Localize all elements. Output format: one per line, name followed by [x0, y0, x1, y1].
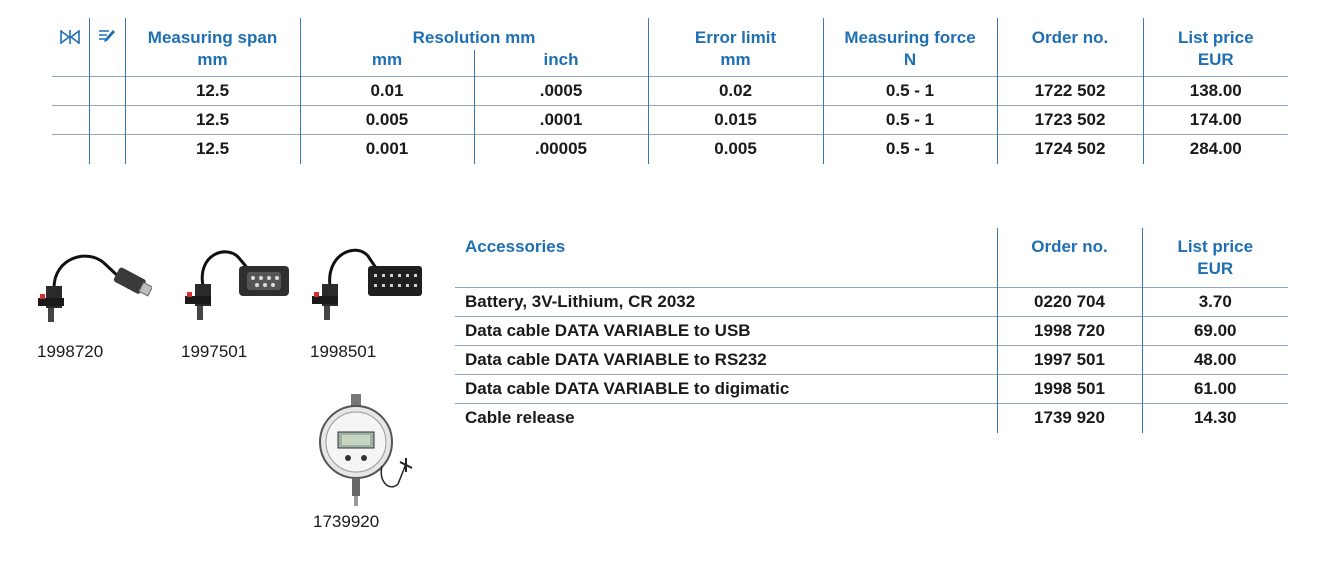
product-caption-1: 1998720 [37, 342, 104, 361]
pencil-grid-icon [89, 18, 125, 50]
acc-price: 61.00 [1142, 375, 1288, 404]
product-caption-3: 1998501 [310, 342, 377, 361]
table-row [52, 77, 1288, 106]
cell-price: 174.00 [1143, 106, 1288, 135]
table-row [455, 375, 1288, 404]
acc-desc: Data cable DATA VARIABLE to digimatic [465, 379, 790, 398]
table-row [455, 317, 1288, 346]
cell-span: 12.5 [125, 77, 300, 106]
header-error-limit: Error limit [648, 18, 823, 50]
acc-header-currency: EUR [1142, 259, 1288, 288]
digimatic-cable-image [304, 236, 429, 326]
acc-order: 0220 704 [997, 288, 1142, 317]
unit-error-limit: mm [648, 50, 823, 77]
dial-indicator-image [318, 392, 418, 510]
header-measuring-force: Measuring force [823, 18, 997, 50]
cell-force: 0.5 - 1 [823, 106, 997, 135]
cell-span: 12.5 [125, 106, 300, 135]
table-row [455, 404, 1288, 433]
cell-price: 138.00 [1143, 77, 1288, 106]
acc-price: 3.70 [1142, 288, 1288, 317]
acc-price: 48.00 [1142, 346, 1288, 375]
table-row [52, 106, 1288, 135]
accessories-table [455, 228, 1288, 433]
acc-desc: Data cable DATA VARIABLE to RS232 [465, 350, 767, 369]
cell-res-inch: .00005 [474, 135, 648, 164]
rs232-cable-image [175, 236, 295, 326]
table-row [455, 346, 1288, 375]
product-caption-4: 1739920 [313, 512, 380, 531]
acc-desc: Battery, 3V-Lithium, CR 2032 [465, 292, 696, 311]
cell-order: 1723 502 [997, 106, 1143, 135]
acc-price: 14.30 [1142, 404, 1288, 433]
unit-measuring-force: N [823, 50, 997, 77]
cell-res-inch: .0005 [474, 77, 648, 106]
acc-desc: Data cable DATA VARIABLE to USB [465, 321, 751, 340]
acc-order: 1998 501 [997, 375, 1142, 404]
acc-order: 1739 920 [997, 404, 1142, 433]
header-measuring-span: Measuring span [125, 18, 300, 50]
header-order-no: Order no. [997, 18, 1143, 50]
cell-order: 1722 502 [997, 77, 1143, 106]
cell-res-mm: 0.005 [300, 106, 474, 135]
cell-force: 0.5 - 1 [823, 135, 997, 164]
table-row [455, 288, 1288, 317]
unit-order-no [997, 50, 1143, 77]
product-caption-2: 1997501 [181, 342, 248, 361]
unit-res-inch: inch [474, 50, 648, 77]
acc-price: 69.00 [1142, 317, 1288, 346]
acc-header-list-price: List price [1142, 228, 1288, 259]
acc-order: 1998 720 [997, 317, 1142, 346]
spec-table [52, 18, 1288, 164]
cell-res-mm: 0.01 [300, 77, 474, 106]
acc-desc: Cable release [465, 408, 575, 428]
cell-order: 1724 502 [997, 135, 1143, 164]
unit-empty-1 [52, 50, 89, 77]
unit-measuring-span: mm [125, 50, 300, 77]
bowtie-icon [52, 18, 89, 50]
header-list-price: List price [1143, 18, 1288, 50]
cell-res-mm: 0.001 [300, 135, 474, 164]
accessories-title: Accessories [465, 237, 566, 256]
cell-error: 0.015 [648, 106, 823, 135]
cell-price: 284.00 [1143, 135, 1288, 164]
cell-force: 0.5 - 1 [823, 77, 997, 106]
unit-list-price: EUR [1143, 50, 1288, 77]
cell-error: 0.005 [648, 135, 823, 164]
acc-order: 1997 501 [997, 346, 1142, 375]
usb-cable-image [32, 238, 152, 328]
cell-span: 12.5 [125, 135, 300, 164]
unit-res-mm: mm [300, 50, 474, 77]
header-resolution: Resolution mm [300, 18, 648, 50]
unit-empty-2 [89, 50, 125, 77]
table-row [52, 135, 1288, 164]
acc-header-order-no: Order no. [997, 228, 1142, 259]
cell-error: 0.02 [648, 77, 823, 106]
cell-res-inch: .0001 [474, 106, 648, 135]
